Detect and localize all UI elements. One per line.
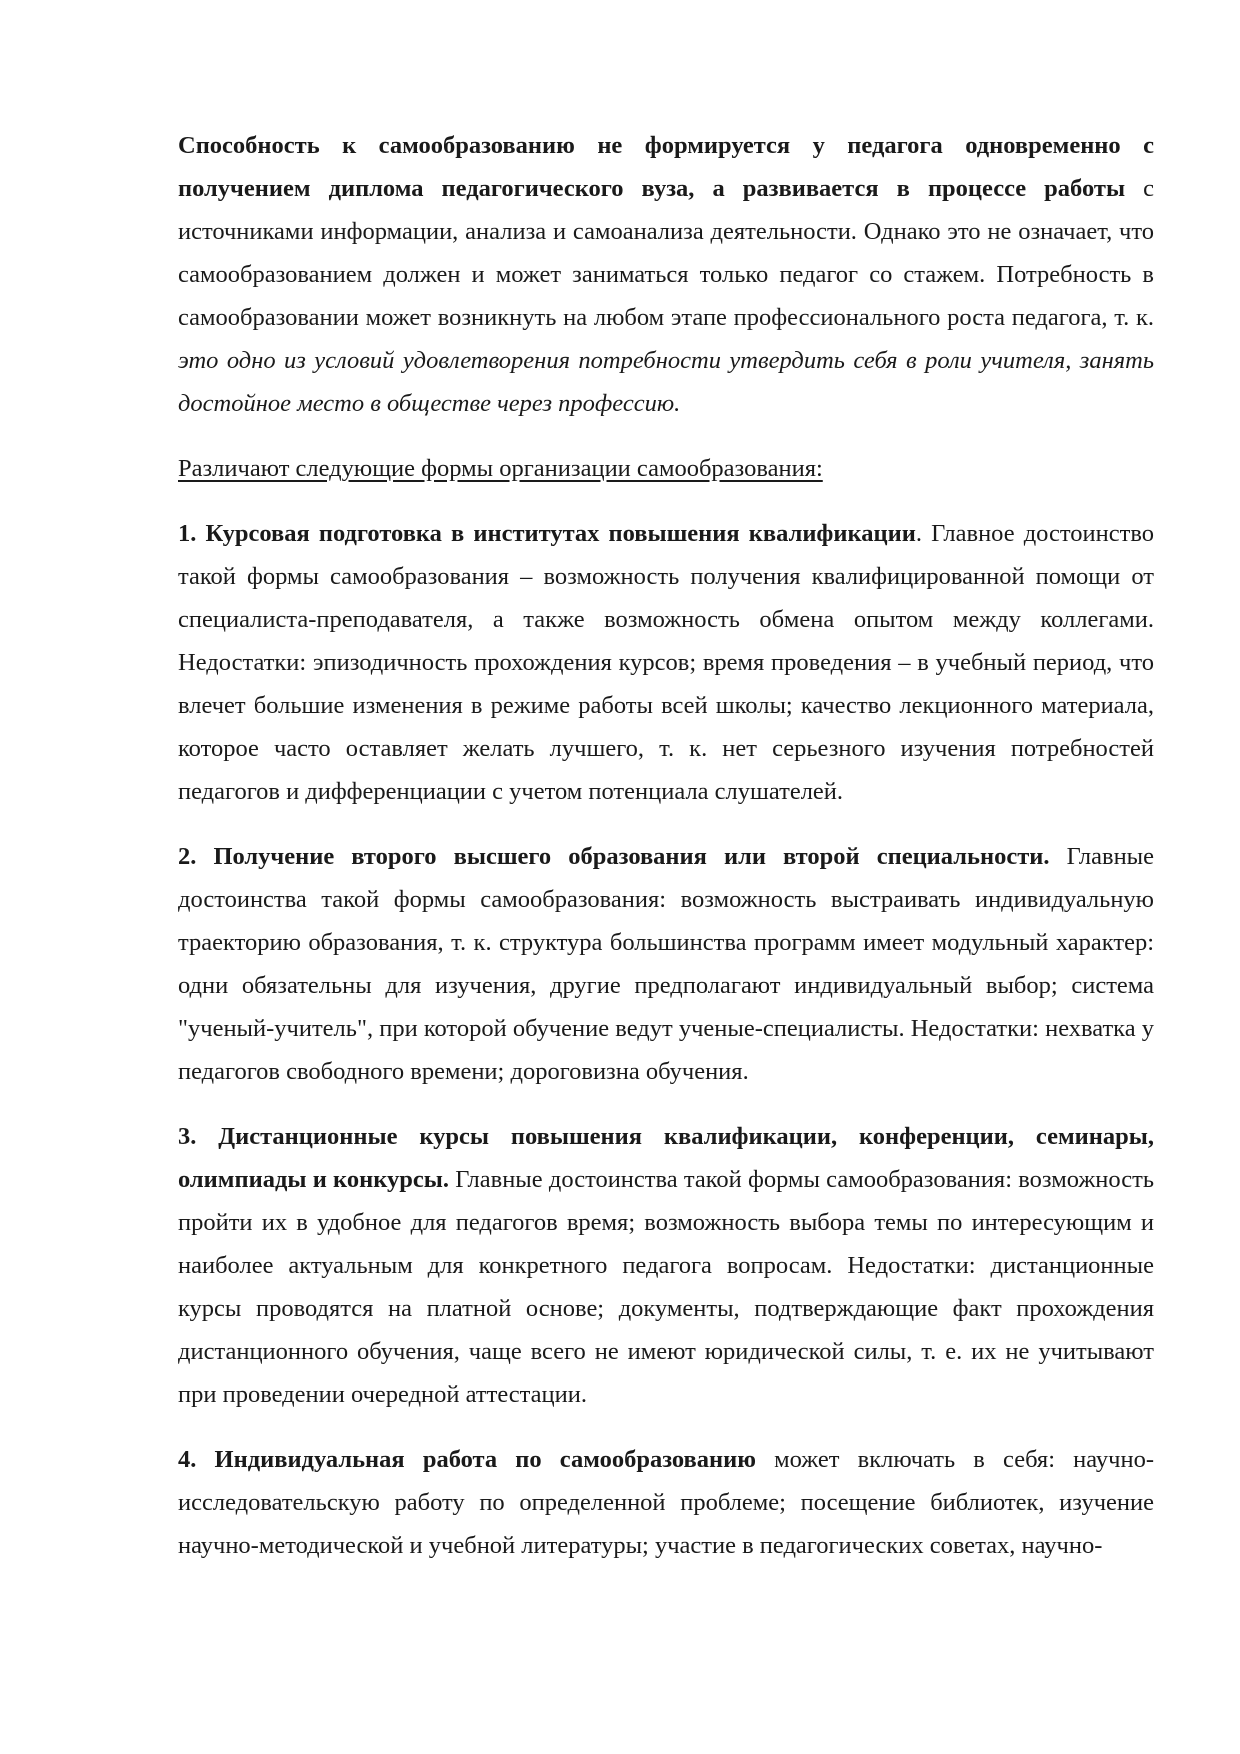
form-item-4	[178, 1438, 1154, 1567]
form-item-title: 4. Индивидуальная работа по самообразованию	[178, 1446, 756, 1473]
document-page	[178, 124, 1154, 1567]
forms-heading-text: Различают следующие формы организации самообразования:	[178, 455, 823, 482]
intro-bold-text: Способность к самообразованию не формируется у педагога одновременно с получением диплома педагогического вуза, а развивается в процессе работы	[178, 132, 1154, 202]
form-item-text: . Главное достоинство такой формы самообразования – возможность получения квалифицированной помощи от специалиста-преподавателя, а также возможность обмена опытом между коллегами. Недостатки: эпизодичность прохождения курсов; время проведения – в учебный период, что влечет большие изменения в режиме работы всей школы; качество лекционного материала, которое часто оставляет желать лучшего, т. к. нет серьезного изучения потребностей педагогов и дифференциации с учетом потенциала слушателей.	[178, 520, 1154, 805]
form-item-title: 1. Курсовая подготовка в институтах повышения квалификации	[178, 520, 916, 547]
form-item-title: 2. Получение второго высшего образования или второй специальности.	[178, 843, 1050, 870]
form-item-2	[178, 835, 1154, 1093]
forms-heading	[178, 447, 1154, 490]
intro-paragraph	[178, 124, 1154, 425]
form-item-title: 3. Дистанционные курсы повышения квалификации, конференции, семинары, олимпиады и конкурсы.	[178, 1123, 1154, 1193]
form-item-text: Главные достоинства такой формы самообразования: возможность пройти их в удобное для педагогов время; возможность выбора темы по интересующим и наиболее актуальным для конкретного педагога вопросам. Недостатки: дистанционные курсы проводятся на платной основе; документы, подтверждающие факт прохождения дистанционного обучения, чаще всего не имеют юридической силы, т. е. их не учитывают при проведении очередной аттестации.	[178, 1166, 1155, 1408]
form-item-3	[178, 1115, 1154, 1416]
form-item-text: может включать в себя: научно-исследовательскую работу по определенной проблеме; посещение библиотек, изучение научно-методической и учебной литературы; участие в педагогических советах, научно-	[178, 1446, 1154, 1559]
form-item-text: Главные достоинства такой формы самообразования: возможность выстраивать индивидуальную траекторию образования, т. к. структура большинства программ имеет модульный характер: одни обязательны для изучения, другие предполагают индивидуальный выбор; система "ученый-учитель", при которой обучение ведут ученые-специалисты. Недостатки: нехватка у педагогов свободного времени; дороговизна обучения.	[178, 843, 1155, 1085]
intro-normal-text: с источниками информации, анализа и самоанализа деятельности. Однако это не означает, что самообразованием должен и может заниматься только педагог со стажем. Потребность в самообразовании может возникнуть на любом этапе профессионального роста педагога, т. к.	[178, 175, 1154, 331]
intro-italic-text: это одно из условий удовлетворения потребности утвердить себя в роли учителя, занять достойное место в обществе через профессию.	[178, 347, 1154, 417]
form-item-1	[178, 512, 1154, 813]
